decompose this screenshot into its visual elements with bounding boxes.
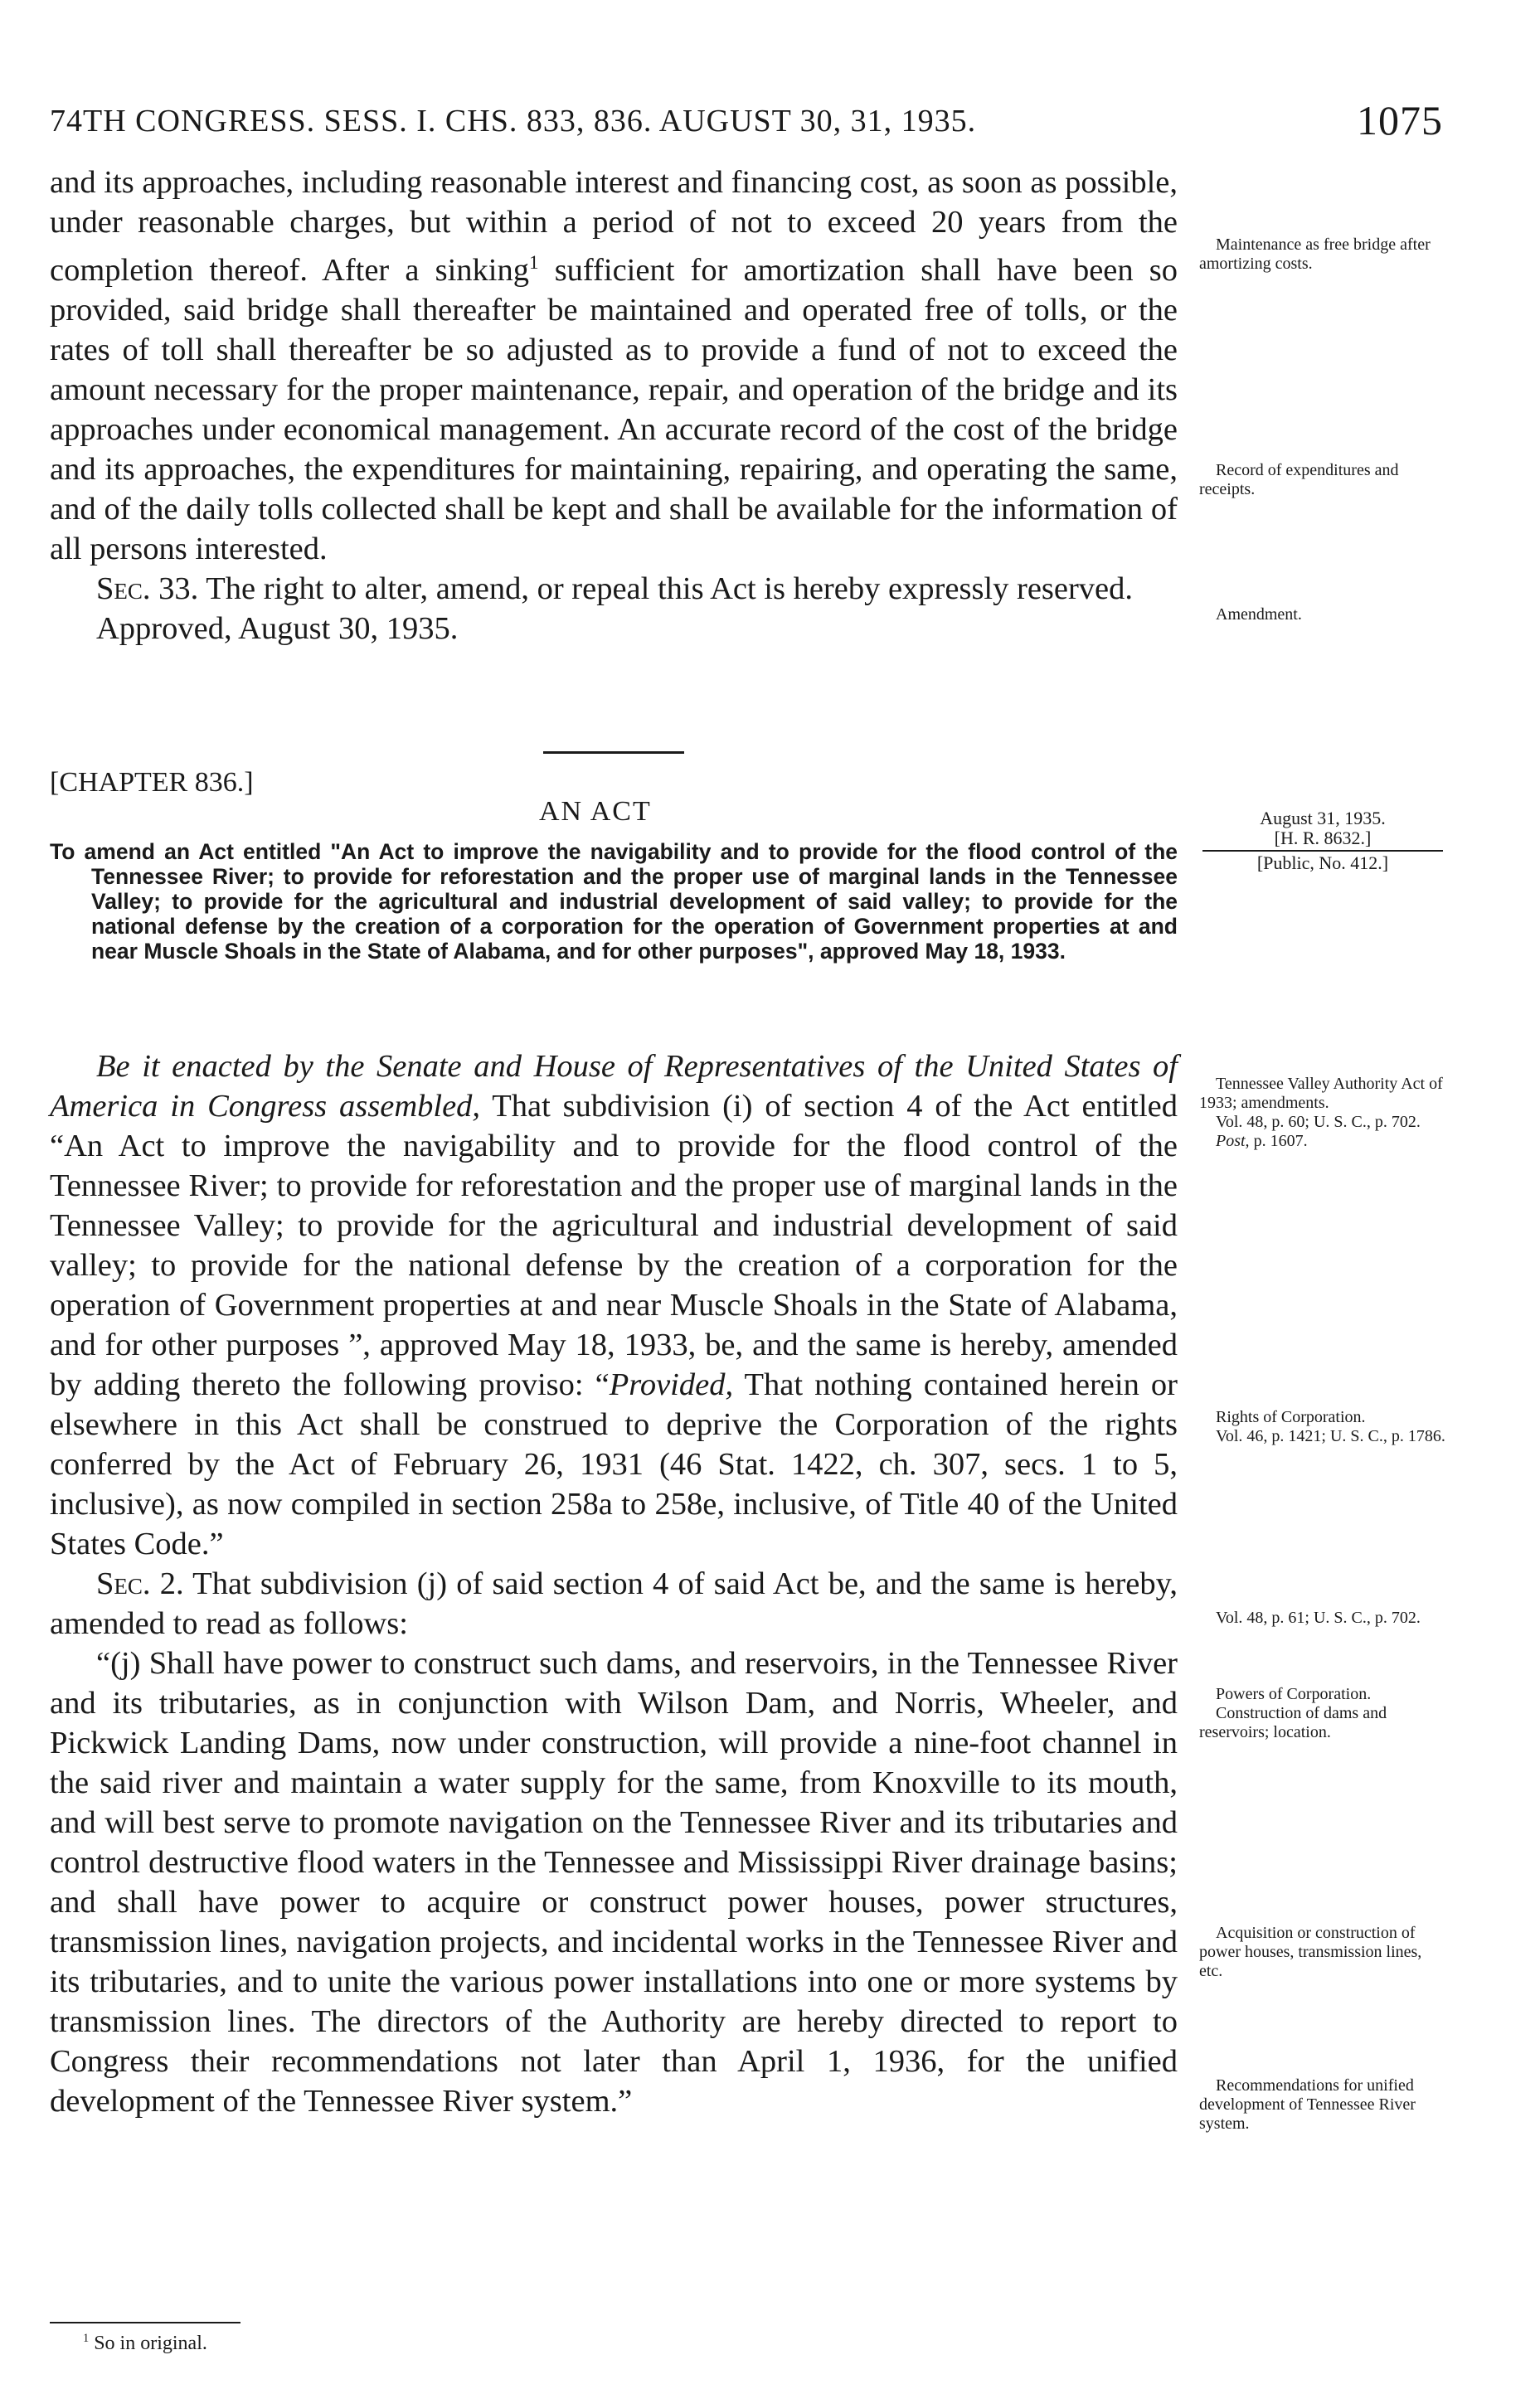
enacting-paragraph [50,1046,1178,1564]
public-law-number: [Public, No. 412.] [1256,852,1389,873]
margin-note-amendment: Amendment. [1216,605,1302,624]
margin-note-tva-post [1199,1132,1448,1151]
enactment-date-block [1202,808,1443,873]
running-header [50,91,1443,149]
enacting-paragraph-part-a: That subdivision (i) of section 4 of the Act entitled “An Act to improve the navigability and to provide for the flood control of the Tennessee River; to provide for reforestation and the proper use of marginal lands in the Tennessee Valley; to provide for the agricultural and industrial development of said valley; to provide for the national defense by the creation of a corporation for the operation of Government properties at and near Muscle Shoals in the State of Alabama, and for other purposes ”, approved May 18, 1933, be, and the same is hereby, amended by adding thereto the following proviso: “ [50,1089,1178,1402]
bridge-paragraph-part-a: and its approaches, including reasonable interest and financing cost, as soon as possible, under reasonable charges, but within a period of not to exceed 20 years from the completion thereof. After a sinking [50,165,1178,288]
footnote-divider [50,2322,240,2323]
section-2-text: That subdivision (j) of said section 4 of said Act be, and the same is hereby, amended to read as follows: [50,1566,1178,1641]
margin-note-acquisition: Acquisition or construction of power houses, transmission lines, etc. [1199,1924,1422,1980]
chapter-label: [CHAPTER 836.] [50,767,254,798]
act-title [50,839,1178,964]
margin-note-rights-citation: Vol. 46, p. 1421; U. S. C., p. 1786. [1216,1427,1445,1445]
approval-line: Approved, August 30, 1935. [96,610,459,646]
margin-note-rights [1199,1408,1448,1446]
margin-note-powers [1199,1685,1448,1742]
section-2-label: Sec. 2. [96,1566,184,1601]
margin-note-tva-act [1199,1075,1448,1151]
subdivision-j: “(j) Shall have power to construct such dams, and reservoirs, in the Tennessee River and its tributaries, as in conjunction with Wilson Dam, and Norris, Wheeler, and Pickwick Landing Dams, now under construction, will provide a nine-foot channel in the said river and maintain a water supply for the same, from Knoxville to its mouth, and will best serve to promote navigation on the Tennessee River and its tributaries and control destructive flood waters in the Tennessee and Mississippi River drainage basins; and shall have power to acquire or construct power houses, power structures, transmission lines, navigation projects, and incidental works in the Tennessee River and its tributaries, and to unite the various power installations into one or more systems by transmission lines. The directors of the Authority are hereby directed to report to Congress their recommendations not later than April 1, 1936, for the unified development of the Tennessee River system.” [50,1646,1178,2119]
chapter-836-text [50,1046,1178,2121]
chapter-divider [543,751,684,754]
section-33-text: The right to alter, amend, or repeal this Act is hereby expressly reserved. [206,571,1134,606]
enactment-date: August 31, 1935. [1260,808,1386,828]
an-act-heading: AN ACT [539,796,652,827]
footnote-reference: 1 [529,251,539,273]
section-2 [50,1564,1178,1644]
margin-note-recommendations: Recommendations for unified development of Tennessee River system. [1199,2076,1416,2133]
proviso-word: Provided, [609,1367,734,1402]
running-head: 74TH CONGRESS. SESS. I. CHS. 833, 836. AUGUST 30, 31, 1935. [50,104,977,138]
margin-note-tva-title: Tennessee Valley Authority Act of 1933; amendments. [1199,1075,1443,1112]
margin-note-powers-title: Powers of Corporation. [1216,1685,1372,1703]
section-33-label: Sec. 33. [96,571,199,606]
footnote [83,2332,207,2355]
margin-note-rights-title: Rights of Corporation. [1216,1408,1366,1426]
margin-note-construction: Construction of dams and reservoirs; location. [1199,1704,1387,1741]
bill-number: [H. R. 8632.] [1274,828,1372,848]
section-33 [50,569,1178,609]
bridge-paragraph-part-b: sufficient for amortization shall have been so provided, said bridge shall thereafter be maintained and operated free of tolls, or the rates of toll shall thereafter be so adjusted as to provide a fund of not to exceed the amount necessary for the proper maintenance, repair, and operation of the bridge and its approaches under economical management. An accurate record of the cost of the bridge and its approaches, the expenditures for maintaining, repairing, and operating the same, and of the daily tolls collected shall be kept and shall be available for the information of all persons interested. [50,252,1178,566]
margin-note-maintenance: Maintenance as free bridge after amortizing costs. [1199,235,1431,273]
footnote-mark: 1 [83,2332,90,2345]
page-number: 1075 [1357,97,1443,143]
date-block-divider [1202,850,1443,852]
enacting-paragraph-part-b: That nothing contained herein or elsewhere in this Act shall be construed to deprive the Corporation of the rights conferred by the Act of February 26, 1931 (46 Stat. 1422, ch. 307, secs. 1 to 5, inclusive), as now compiled in section 258a to 258e, inclusive, of Title 40 of the United States Code.” [50,1367,1178,1561]
act-title-text: To amend an Act entitled "An Act to improve the navigability and to provide for the flood control of the Tennessee River; to provide for reforestation and the proper use of marginal lands in the Tennessee Valley; to provide for the agricultural and industrial development of said valley; to provide for the national defense by the creation of a corporation for the operation of Government properties at and near Muscle Shoals in the State of Alabama, and for other purposes", approved May 18, 1933. [50,839,1178,964]
margin-note-post-page: p. 1607. [1253,1132,1308,1150]
footnote-text: So in original. [94,2333,207,2354]
margin-note-post-word: Post, [1216,1132,1250,1150]
bridge-paragraph [50,163,1178,569]
margin-note-tva-citation: Vol. 48, p. 60; U. S. C., p. 702. [1216,1113,1421,1131]
chapter-833-text [50,163,1178,648]
enacting-clause: Be it enacted by the Senate and House of Representatives of the United States of America in Congress assembled, [50,1049,1178,1124]
margin-note-vol48-p61: Vol. 48, p. 61; U. S. C., p. 702. [1216,1609,1421,1627]
margin-note-record: Record of expenditures and receipts. [1199,461,1399,498]
